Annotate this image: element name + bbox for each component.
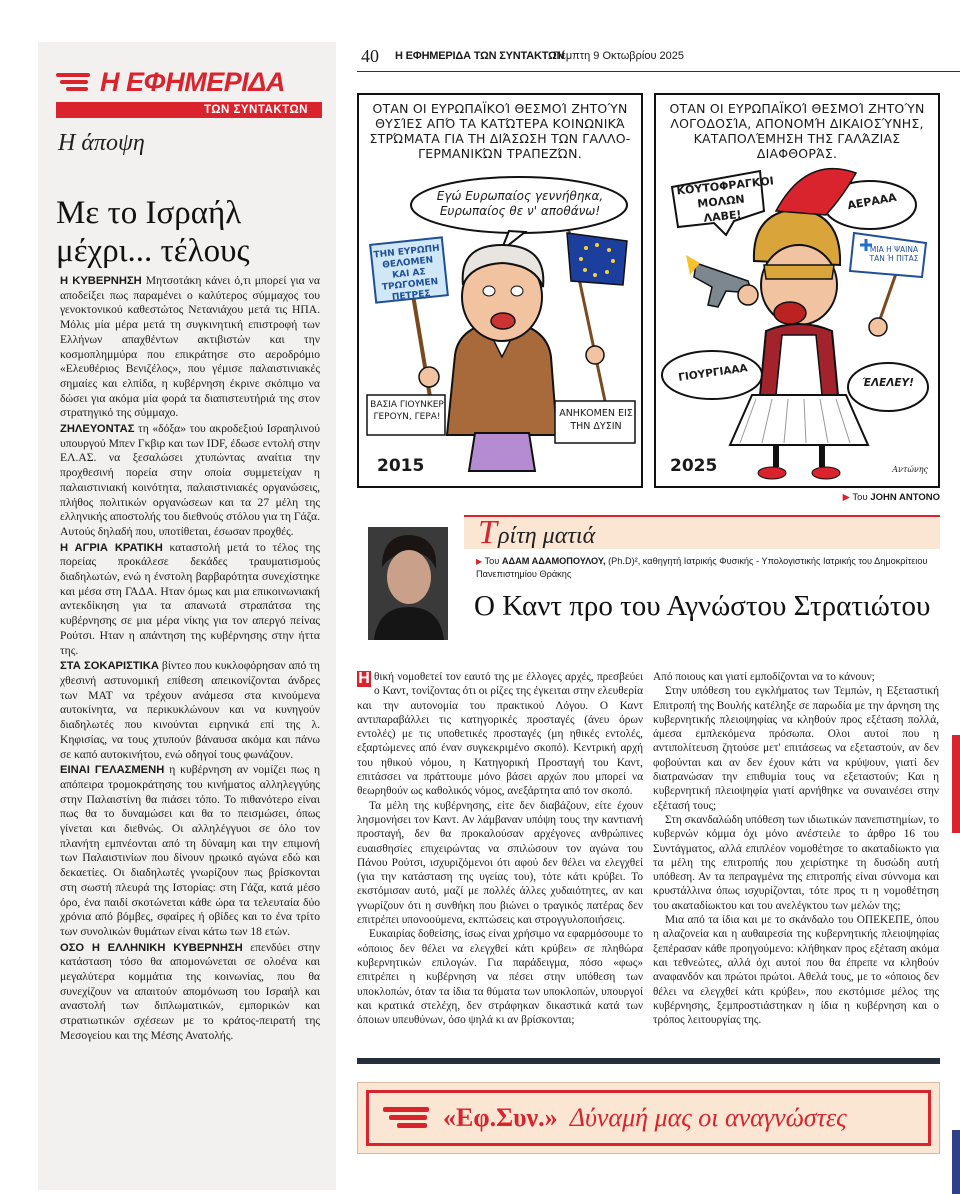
author-photo <box>368 527 448 640</box>
header-date: Πέμπτη 9 Οκτωβρίου 2025 <box>553 50 684 62</box>
article-paragraph: Από ποιους και γιατί εμποδίζονται να το κάνουν; <box>653 671 875 683</box>
speech-bubble: Εγώ Ευρωπαίος γεννήθηκα, Ευρωπαίος θε ν' αποθάνω! <box>436 189 604 218</box>
masthead-title: Η ΕΦΗΜΕΡΙΔΑ <box>100 66 285 97</box>
opinion-paragraph: ΖΗΛΕΥΟΝΤΑΣ τη «δόξα» του ακροδεξιού Ισραηλινού υπουργού Μπεν Γκβιρ και των IDF, έδωσε εντολή στην ΕΛ.ΑΣ. να ξεσαλώσει χτυπώντας αναίτια την προχθεσινή πορεία στην οποία συμμετείχαν η παλαιστινιακή κοινότητα, παλαιστινιακές οργανώσεις, πλήθος πολιτικών οργανώσεων και τα 27 μέλη της ελληνικής αποστολής του διεθνούς στόλου για τη Γάζα. Αυτούς δηλαδή που, υποτίθεται, έσωσαν προχθές. <box>60 422 320 538</box>
shout-bubble-2: ΓΙΟΥΡΓΙΑΑΑ <box>677 362 749 384</box>
opinion-paragraph: ΕΙΝΑΙ ΓΕΛΑΣΜΕΝΗ η κυβέρνηση αν νομίζει πως η απόπειρα τρομοκράτησης του κινήματος αλληλεγγύης στην Παλαιστίνη θα πιάσει τόπο. Το πιθανότερο είναι πως θα το δυναμώσει και θα το πεισμώσει, όπως γίνεται και διεθνώς. Οι αλληλέγγυοι σε όλο τον πλανήτη εμπνέονται από τη δύναμη και την επιμονή των Παλαιστινίων που δίνουν ηρωικό αγώνα εδώ και δεκαετίες. Οι διαδηλωτές γνωρίζουν πως βρίσκονται στη σωστή πλευρά της Ιστορίας: στη Γάζα, κατά μέσο όρο, ένα παιδί σκοτώνεται κάθε ώρα τα τελευταία δύο χρόνια από βόμβες, σφαίρες ή οβίδες και το ένα τρίτο των συνολικών θυμάτων είναι κάτω των 18 ετών. <box>60 763 321 938</box>
year-label: 2015 <box>377 456 425 476</box>
divider-bar <box>357 1058 940 1064</box>
promo-brand: «Εφ.Συν.» <box>443 1103 558 1132</box>
logo-stripes-icon <box>56 71 94 93</box>
flag-text: ΜΙΑ Η ΨΑΙΝΑ ΤΑΝ Ή ΠΙΤΑΣ <box>869 245 919 263</box>
author-name: ΑΔΑΜ ΑΔΑΜΟΠΟΥΛΟΥ, <box>501 556 606 566</box>
promo-slogan: Δύναμή μας οι αναγνώστες <box>569 1103 847 1132</box>
shout-bubble-1: ΑΕΡΑΑΑ <box>846 190 898 213</box>
opinion-column <box>38 42 336 1190</box>
placard-text: ΤΗΝ ΕΥΡΩΠΗ ΘΕΛΟΜΕΝ ΚΑΙ ΑΣ ΤΡΩΓΟΜΕΝ ΠΕΤΡΕΣ <box>373 243 441 303</box>
sign-right: ΑΝΗΚΟΜΕΝ ΕΙΣ ΤΗΝ ΔΥΣΙΝ <box>559 408 633 432</box>
edge-marker-blue <box>952 1130 960 1194</box>
logo-stripes-icon <box>383 1105 433 1131</box>
opinion-body <box>60 274 320 1045</box>
comic-panel-2015 <box>357 93 643 488</box>
page-header <box>357 42 960 72</box>
cartoon-figure-2025 <box>656 95 940 488</box>
column-name: ρίτη ματιά <box>498 523 596 549</box>
artist-signature: Αντώνης <box>892 465 928 474</box>
article-paragraph: Ευκαιρίας δοθείσης, ίσως είναι χρήσιμο να εφαρμόσουμε το «όποιος δεν θέλει να ελεγχθεί κάτι κρύβει» σε πληθώρα κυβερνητικών επιλογών. Για παράδειγμα, πόσο «φως» επιτρέπει η κυβέρνηση να πέσει στην υπόθεση των υποκλοπών, όταν τα ίδια τα θύματα των υποκλοπών, υπουργοί και κρατικά στελέχη, δεν στράφηκαν δικαστικά κατά των όποιων υπευθύνων, όσο ψηλά κι αν βρίσκονται; <box>357 928 643 1027</box>
article-column-1 <box>357 670 643 1050</box>
article-paragraph: Η θική νομοθετεί τον εαυτό της με έλλογες αρχές, πρεσβεύει ο Καντ, τονίζοντας ότι οι ρίζες της έγκειται στην ελευθερία και την αυτονομία του πρακτικού Λόγου. Ο Καντ αντιπαραβάλλει τις κατηγορικές προσταγές (άνευ όρων εντολές) με τις υποθετικές προσταγές (μη ηθικές εντολές, εξαρτώμενες από έναν συγκεκριμένο σκοπό). Κεντρική αρχή του ηθικού νόμου, η Κατηγορική Προσταγή του Καντ, επιτάσσει να πράττουμε μόνο βάσει αρχών που μπορεί να θεωρηθούν ως καθολικός νόμος, ανεξάρτητα από τον σκοπό. <box>357 670 643 798</box>
article-body <box>357 670 940 1050</box>
column-header <box>464 515 940 549</box>
edge-marker-red <box>952 735 960 833</box>
triangle-icon: ▶ <box>476 557 483 566</box>
column-initial: Τ <box>478 514 497 551</box>
article-column-2 <box>653 670 939 1050</box>
comic-caption: ΟΤΑΝ ΟΙ ΕΥΡΩΠΑΪΚΟΊ ΘΕΣΜΟΊ ΖΗΤΟΎΝ ΛΟΓΟΔΟΣΊΑ, ΑΠΟΝΟΜΉ ΔΙΚΑΙΟΣΎΝΗΣ, ΚΑΤΑΠΟΛΈΜΗΣΗ ΤΗΣ ΓΑΛΆΖΙΑΣ ΔΙΑΦΘΟΡΆΣ. <box>669 101 925 161</box>
opinion-paragraph: ΣΤΑ ΣΟΚΑΡΙΣΤΙΚΑ βίντεο που κυκλοφόρησαν από τη χθεσινή αστυνομική επίθεση απεικονίζονται άνδρες των ΜΑΤ να τρέχουν ανάμεσα στα κινούμενα αυτοκίνητα, να περικυκλώνουν και να κυνηγούν διαδηλωτές που κινούνται ειρηνικά επί της λ. Κηφισίας, να τους χτυπούν βάναυσα ακόμα και πάνω σε καπό αυτοκινήτου, ενώ οδηγοί τους φωνάζουν. <box>60 659 320 761</box>
article-paragraph: Στην υπόθεση του εγκλήματος των Τεμπών, η Εξεταστική Επιτροπή της Βουλής κατέληξε σε παρωδία με την άρνηση της κυβερνητικής πλειοψηφίας να κληθούν προς εξέταση πολλά, άμεσα εμπλεκόμενα πρόσωπα. Ολοι αυτοί που η αντιπολίτευση ζητούσε μετ' επιτάσεως να εξεταστούν, αν δεν φοβούνται και αν δεν έχουν κάτι να κρύψουν, γιατί δεν διατρανώσαν την επιθυμία τους να εξεταστούν; Και η κυβερνητική πλειοψηφία γιατί αρνήθηκε να συναινέσει στην εξέτασή τους; <box>653 685 939 812</box>
comic-panel-2025 <box>654 93 940 488</box>
header-paper-name: Η ΕΦΗΜΕΡΙΔΑ ΤΩΝ ΣΥΝΤΑΚΤΩΝ <box>395 50 565 62</box>
opinion-paragraph: ΟΣΟ Η ΕΛΛΗΝΙΚΗ ΚΥΒΕΡΝΗΣΗ επενδύει στην κατάσταση τόσο θα απομονώνεται σε ολοένα και μεγαλύτερα κομμάτια της κοινωνίας, που θα συνεχίζουν να απαιτούν απομόνωση του Ισραήλ και αναστολή των διπλωματικών, εμπορικών και στρατιωτικών σχέσεων με το κράτος-πειρατή της Μεσογείου και της Μέσης Ανατολής. <box>60 940 320 1042</box>
section-label: Η άποψη <box>58 130 145 156</box>
byline: ▶ Του ΑΔΑΜ ΑΔΑΜΟΠΟΥΛΟΥ, (Ph.D)², καθηγητή Ιατρικής Φυσικής - Υπολογιστικής Ιατρικής του Δημοκρίτειου Πανεπιστημίου Θράκης <box>476 556 928 579</box>
opinion-paragraph: Η ΚΥΒΕΡΝΗΣΗ Μητσοτάκη κάνει ό,τι μπορεί για να αποδείξει πως παραμένει ο καλύτερος σύμμαχος του γενοκτονικού καθεστώτος Νετανιάχου μετά τις ΗΠΑ. Μόλις μία μέρα μετά τη συγκινητική επιστροφή των Ελλήνων απαχθέντων ακτιβιστών και την κοσμοπλημμύρα που επικράτησε στο αεροδρόμιο «Ελευθέριος Βενιζέλος», που γέμισε παλαιστινιακές σημαίες και ελπίδα, η κυβέρνηση έκρινε σκόπιμο να δώσει για ακόμα μία φορά τα διαπιστευτήριά της στον στρατηγικό της σύμμαχο. <box>60 274 320 420</box>
sign-left: ΒΑΣΙΑ ΓΙΟΥΝΚΕΡ ΓΕΡΟΥΝ, ΓΕΡΑ! <box>370 400 444 422</box>
comic-caption: ΟΤΑΝ ΟΙ ΕΥΡΩΠΑΪΚΟΊ ΘΕΣΜΟΊ ΖΗΤΟΎΝ ΘΥΣΊΕΣ ΑΠΌ ΤΑ ΚΑΤΏΤΕΡΑ ΚΟΙΝΩΝΙΚΆ ΣΤΡΏΜΑΤΑ ΓΙΑ ΤΗ ΔΙΆΣΩΣΗ ΤΩΝ ΓΑΛΛΟ-ΓΕΡΜΑΝΙΚΏΝ ΤΡΑΠΕΖΏΝ. <box>369 101 631 161</box>
article-title: Ο Καντ προ του Αγνώστου Στρατιώτου <box>474 590 931 622</box>
comic-credit: ▶ Του JOHN ANTONO <box>842 492 940 503</box>
promo-banner <box>357 1082 940 1154</box>
comic-strip <box>357 93 940 488</box>
author-credentials: (Ph.D)², καθηγητή Ιατρικής Φυσικής - Υπολογιστικής Ιατρικής του Δημοκρίτειου Πανεπιστημίου Θράκης <box>476 556 928 579</box>
masthead-subtitle: ΤΩΝ ΣΥΝΤΑΚΤΩΝ <box>56 102 322 118</box>
triangle-icon: ▶ <box>842 492 850 503</box>
article-paragraph: Μια από τα ίδια και με το σκάνδαλο του ΟΠΕΚΕΠΕ, όπου η αλαζονεία και η αυθαιρεσία της κυβερνητικής πλειοψηφίας ξεπέρασαν κάθε προηγούμενο: κλήθηκαν προς εξέταση ακόμα και τεθνεώτες, αλλά όχι αυτοί που θα έπρεπε να κληθούν αναφανδόν και πρώτοι πρώτοι. Αθελά τους, με το «όποιος δεν θέλει να ελεγχθεί κάτι κρύβει», που εκστόμισε μέλος της κυβέρνησης, ξεμπροστιάστηκαν η ίδια η κυβέρνηση και ο τρόπος λειτουργίας της. <box>653 914 939 1027</box>
speech-bubble: ΚΟΥΤΟΦΡΑΓΚΟΙ ΜΟΛΩΝ ΛΑΒΕ! <box>675 174 775 225</box>
page-number: 40 <box>361 46 379 66</box>
opinion-paragraph: Η ΑΓΡΙΑ ΚΡΑΤΙΚΗ καταστολή μετά το τέλος της πορείας προκάλεσε δεκάδες τραυματισμούς διαδηλωτών, ενώ η ένστολη βαρβαρότητα συνεχίστηκε και μέσα στη ΓΑΔΑ. Ηταν όμως και μια επικοινωνιακή αντεκδίκηση για τα απανωτά στραπάτσα της κυβέρνησης σε μια μέρα νίκης για τον απεργό πείνας Ρούτσι. Ηταν η απάντηση της κυβέρνησης στην ήττα της. <box>60 540 320 657</box>
article-paragraph: Στη σκανδαλώδη υπόθεση των ιδιωτικών πανεπιστημίων, το κυβερνών κόμμα όχι μόνο ανέστειλε το άρθρο 16 του Συντάγματος, αλλά επιπλέον νομοθέτησε το ακαταδίωκτο για τα μέλη της επιτροπής που χειρίστηκε τη δυσώδη αυτή υπόθεση. Αν τα πεπραγμένα της επιτροπής είναι σύννομα και κρυστάλλινα όπως ισχυρίζονται, τότε προς τι η νομοθέτηση του ακαταδίωκτου και του ανελέγκτου των μελών της; <box>653 813 939 912</box>
article-paragraph: Τα μέλη της κυβέρνησης, είτε δεν διαβάζουν, είτε έχουν λησμονήσει τον Καντ. Αν λάμβαναν υπόψη τους την καντιανή προσταγή, δεν θα προκαλούσαν αρχέγονες ανθρώπινες ευαισθησίες επιχειρώντας να σπιλώσουν τον αγώνα του Πάνου Ρούτσι, ισχυριζόμενοι ότι αφού δεν θέλει να ελεγχθεί (για την κατάσταση της υγείας του), τότε κάτι κρύβει. Το εκστόμισαν αυτό, μαζί με πολλές άλλες χυδαιότητες, αν και γνωρίζουν ότι η συνθήκη που βιώνει ο τραγικός πατέρας δεν επιτρέπει υπονοούμενα, εκπτώσεις και στρογγυλοποιήσεις. <box>357 799 643 927</box>
opinion-headline: Με το Ισραήλ μέχρι... τέλους <box>56 195 250 269</box>
masthead-logo <box>56 64 322 118</box>
drop-cap: Η <box>358 670 370 687</box>
year-label: 2025 <box>670 456 718 476</box>
shout-bubble-3: ΈΛΕΛΕΥ! <box>862 377 914 389</box>
